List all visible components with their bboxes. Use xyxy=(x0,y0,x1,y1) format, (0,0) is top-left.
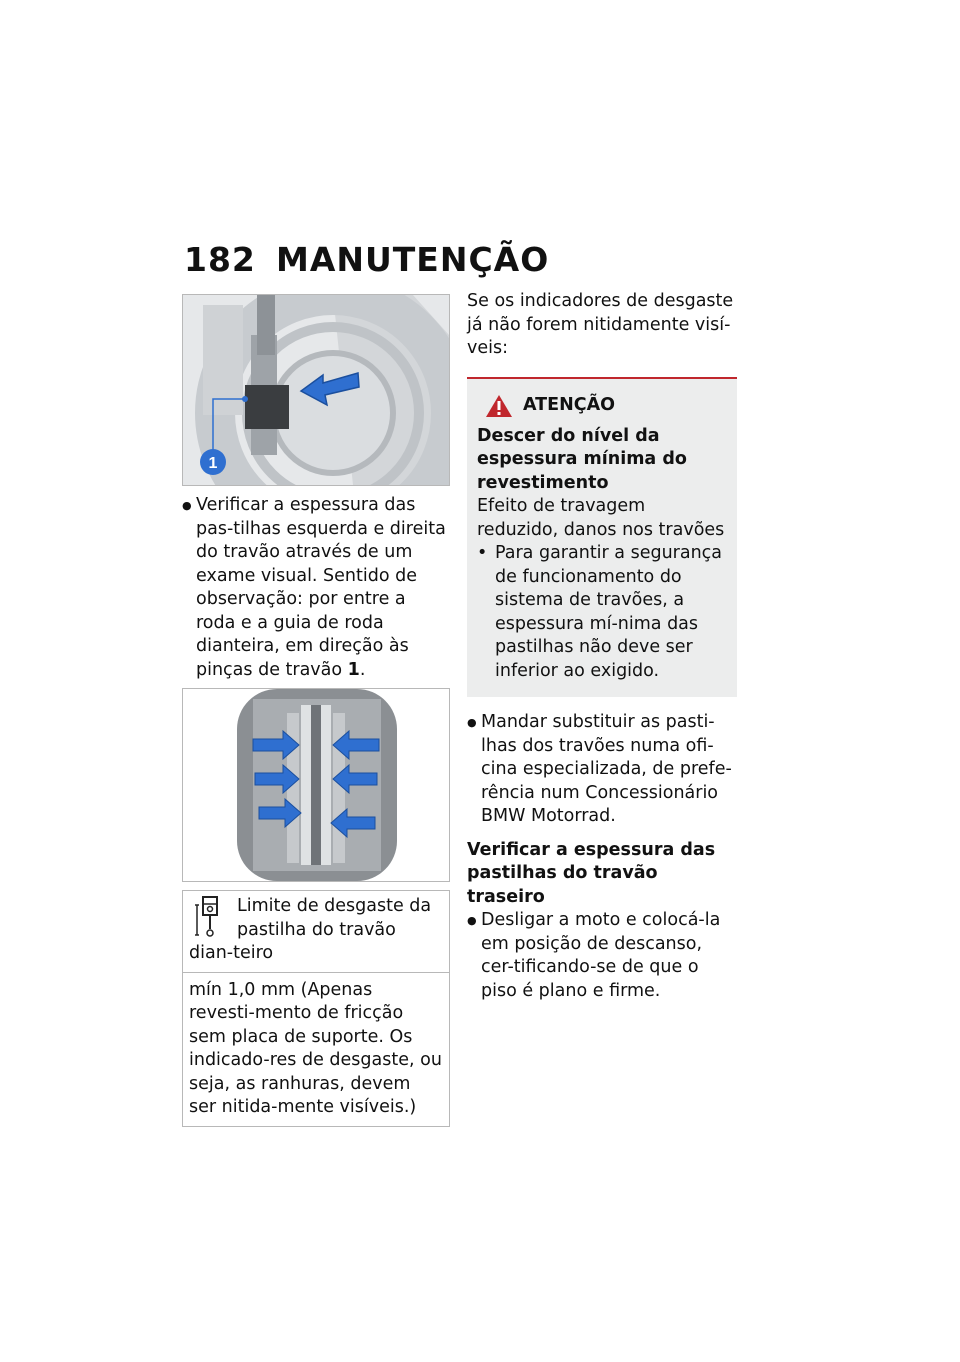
section-heading: Verificar a espessura das pastilhas do travão traseiro xyxy=(467,839,716,907)
spec-table xyxy=(182,890,450,1127)
spec-value: mín 1,0 mm (Apenas revesti-mento de fricção sem placa de suporte. Os indicado-res de desgaste, ou seja, as ranhuras, devem ser nitida-mente visíveis.) xyxy=(189,979,442,1117)
warning-effect: Efeito de travagem reduzido, danos nos travões xyxy=(477,496,725,540)
brake-pad-illustration xyxy=(183,689,449,881)
list-item xyxy=(182,494,450,682)
list-item: ● Mandar substituir as pasti-lhas dos travões numa ofi-cina especializada, de prefe-rência num Concessionário BMW Motorrad. xyxy=(467,711,737,829)
figure-callout-1: 1 xyxy=(208,455,218,472)
bullet-text: Verificar a espessura das pas-tilhas esquerda e direita do travão através de um exame visual. Sentido de observação: por entre a roda e a guia de roda dianteira, em direção às pinças de travão xyxy=(196,495,446,680)
front-wheel-figure xyxy=(182,294,450,486)
warning-title xyxy=(485,393,727,419)
brake-pad-wear-icon xyxy=(189,895,229,941)
spec-header xyxy=(183,891,449,973)
front-wheel-illustration xyxy=(183,295,449,485)
page-header xyxy=(184,240,549,279)
reference-number: 1 xyxy=(347,659,360,680)
warning-icon xyxy=(485,393,513,419)
page-number: 182 xyxy=(184,240,256,279)
brake-pad-figure xyxy=(182,688,450,882)
left-column xyxy=(182,294,450,1127)
sentence-end: . xyxy=(359,659,366,680)
list-item: ● Desligar a moto e colocá-la em posição de descanso, cer-tificando-se de que o piso é plano e firme. xyxy=(467,909,737,1003)
intro-text: Se os indicadores de desgaste já não forem nitidamente visí-veis: xyxy=(467,291,734,358)
warning-heading: Descer do nível da espessura mínima do revestimento xyxy=(477,425,687,493)
page-title: MANUTENÇÃO xyxy=(276,240,550,279)
warning-box xyxy=(467,377,737,698)
warning-label: ATENÇÃO xyxy=(523,394,615,415)
right-column xyxy=(467,290,737,1003)
spec-title: Limite de desgaste da pastilha do travão dian-teiro xyxy=(189,896,432,963)
warning-action: • Para garantir a segurança de funcionamento do sistema de travões, a espessura mí-nima das pastilhas não deve ser inferior ao exigido. xyxy=(477,542,727,683)
